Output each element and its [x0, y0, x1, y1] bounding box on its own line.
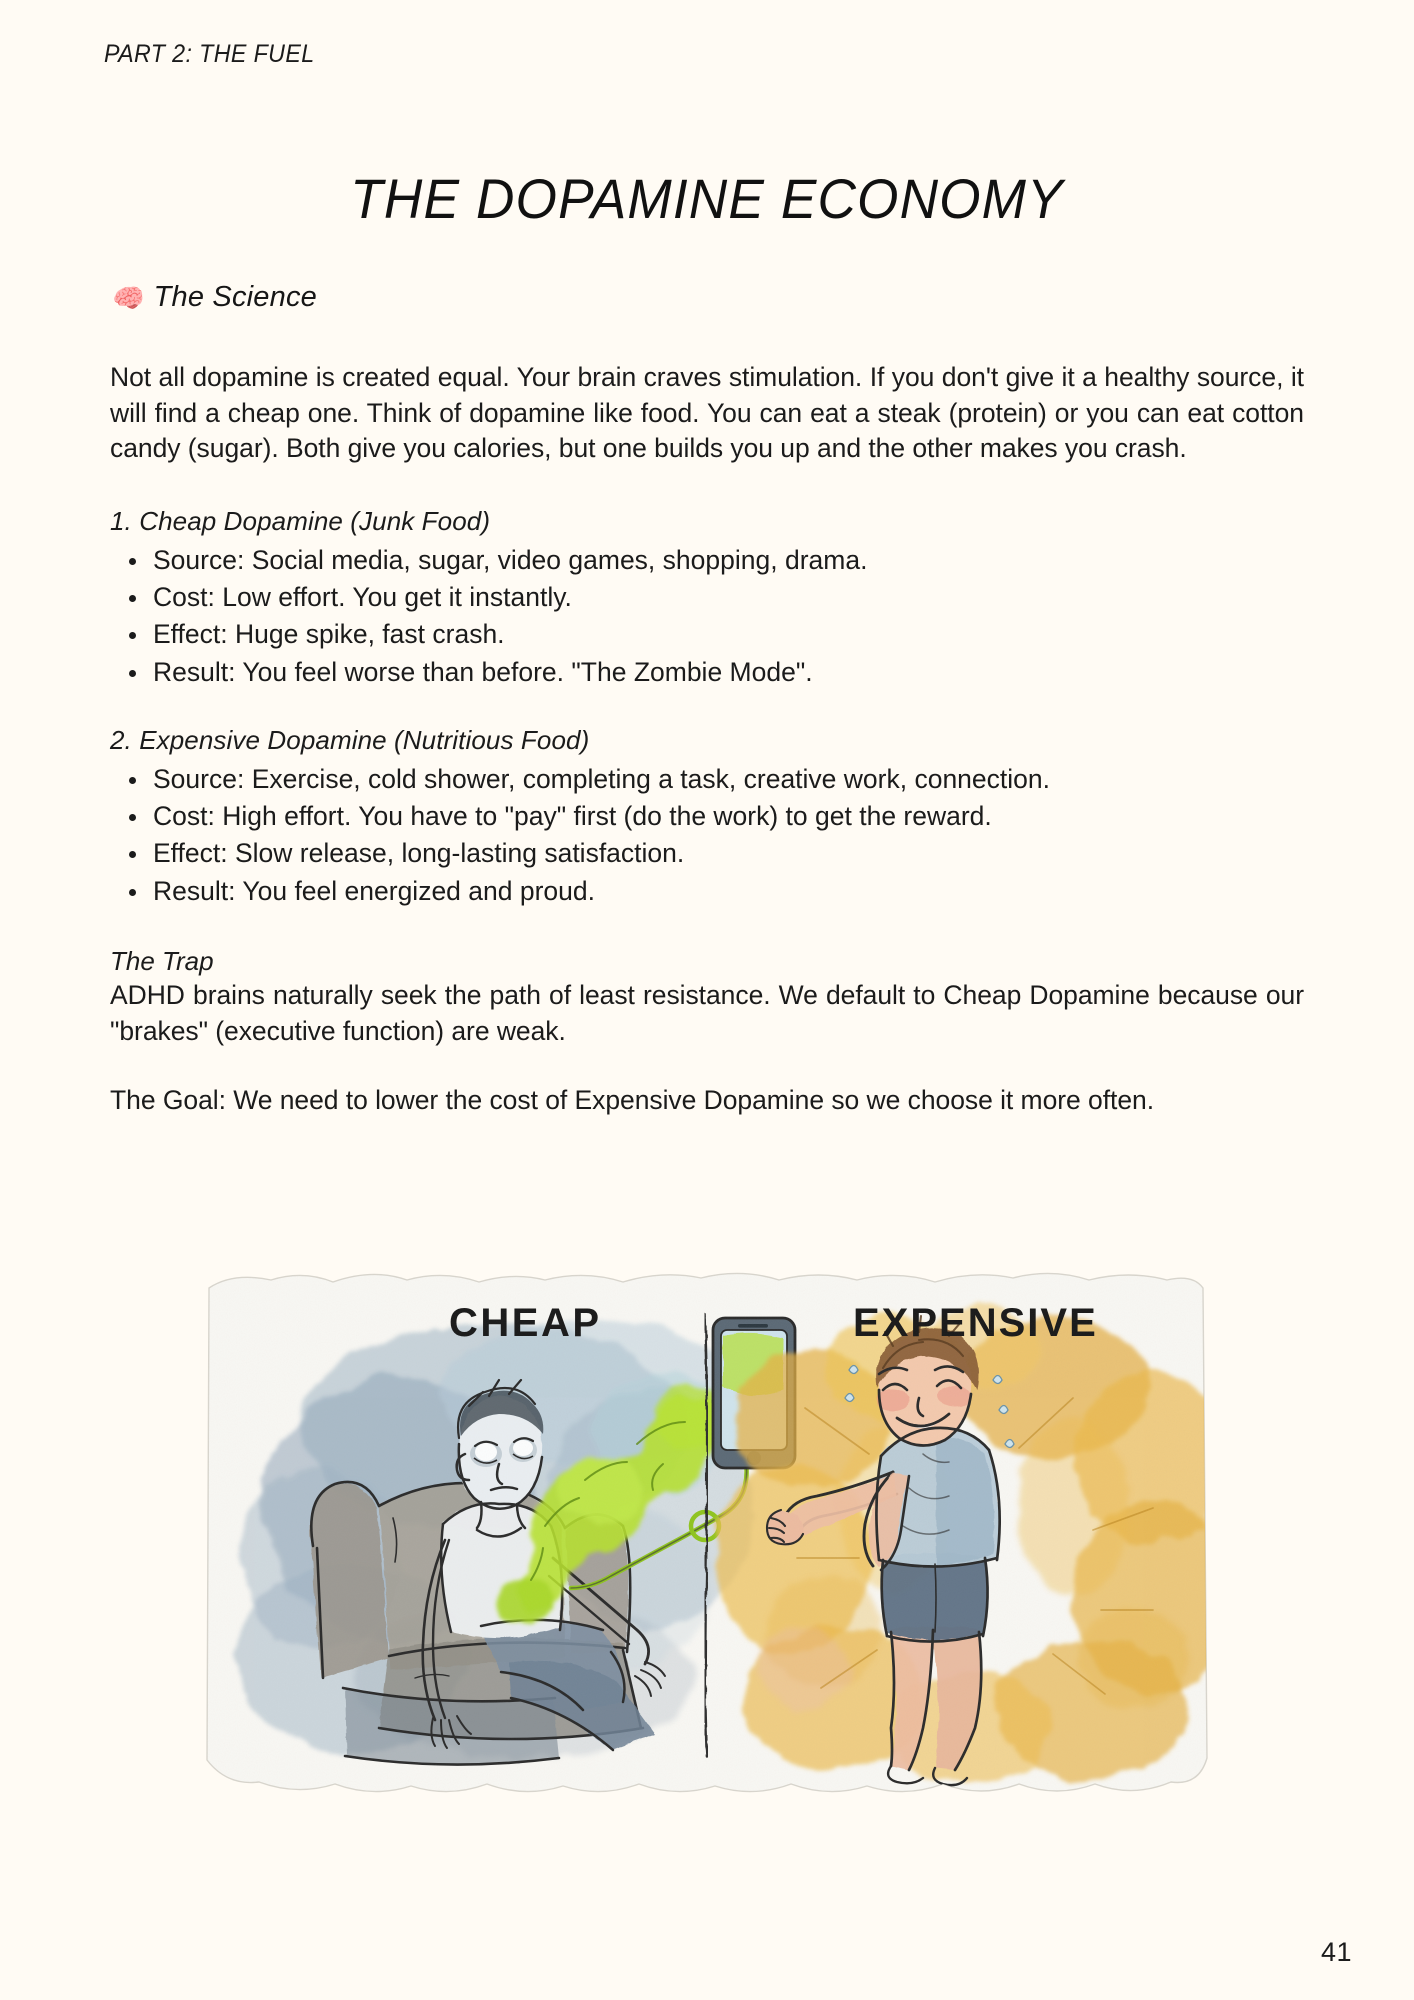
bullet-list-cheap — [110, 543, 1304, 690]
trap-block — [110, 944, 1304, 1050]
bullet-list-expensive — [110, 762, 1304, 909]
list-item: Source: Exercise, cold shower, completing a task, creative work, connection. — [110, 762, 1304, 797]
list-item: Cost: High effort. You have to "pay" first (do the work) to get the reward. — [110, 799, 1304, 834]
section-heading-the-science — [110, 281, 1304, 314]
list-title-expensive: 2. Expensive Dopamine (Nutritious Food) — [110, 724, 590, 755]
list-block-expensive — [110, 725, 1304, 909]
section-heading-label: The Science — [153, 281, 317, 313]
page-number: 41 — [1320, 1937, 1352, 1967]
list-item: Effect: Huge spike, fast crash. — [110, 617, 1304, 652]
goal-body: The Goal: We need to lower the cost of Expensive Dopamine so we choose it more often. — [110, 1084, 1155, 1115]
list-item: Result: You feel energized and proud. — [110, 874, 1304, 909]
trap-title: The Trap — [110, 945, 214, 976]
list-item: Source: Social media, sugar, video games, shopping, drama. — [110, 543, 1304, 578]
illustration-cheap-vs-expensive — [193, 1258, 1217, 1814]
brain-icon: 🧠 — [110, 282, 143, 313]
list-title-cheap: 1. Cheap Dopamine (Junk Food) — [110, 505, 491, 536]
list-item: Effect: Slow release, long-lasting satisfaction. — [110, 836, 1304, 871]
list-block-cheap — [110, 506, 1304, 690]
trap-body: ADHD brains naturally seek the path of least resistance. We default to Cheap Dopamine because our "brakes" (executive function) are weak. — [110, 980, 1304, 1047]
list-item: Result: You feel worse than before. "The Zombie Mode". — [110, 655, 1304, 690]
paper-grain — [193, 1258, 1217, 1814]
running-head: PART 2: THE FUEL — [104, 40, 315, 68]
illustration-svg — [193, 1258, 1217, 1814]
intro-paragraph: Not all dopamine is created equal. Your brain craves stimulation. If you don't give it a healthy source, it will find a cheap one. Think of dopamine like food. You can eat a steak (protein) or you can eat cotton candy (sugar). Both give you calories, but one builds you up and the other makes you crash. — [110, 362, 1304, 464]
page-title: THE DOPAMINE ECONOMY — [350, 166, 1064, 230]
list-item: Cost: Low effort. You get it instantly. — [110, 580, 1304, 615]
content-column — [110, 281, 1304, 1118]
